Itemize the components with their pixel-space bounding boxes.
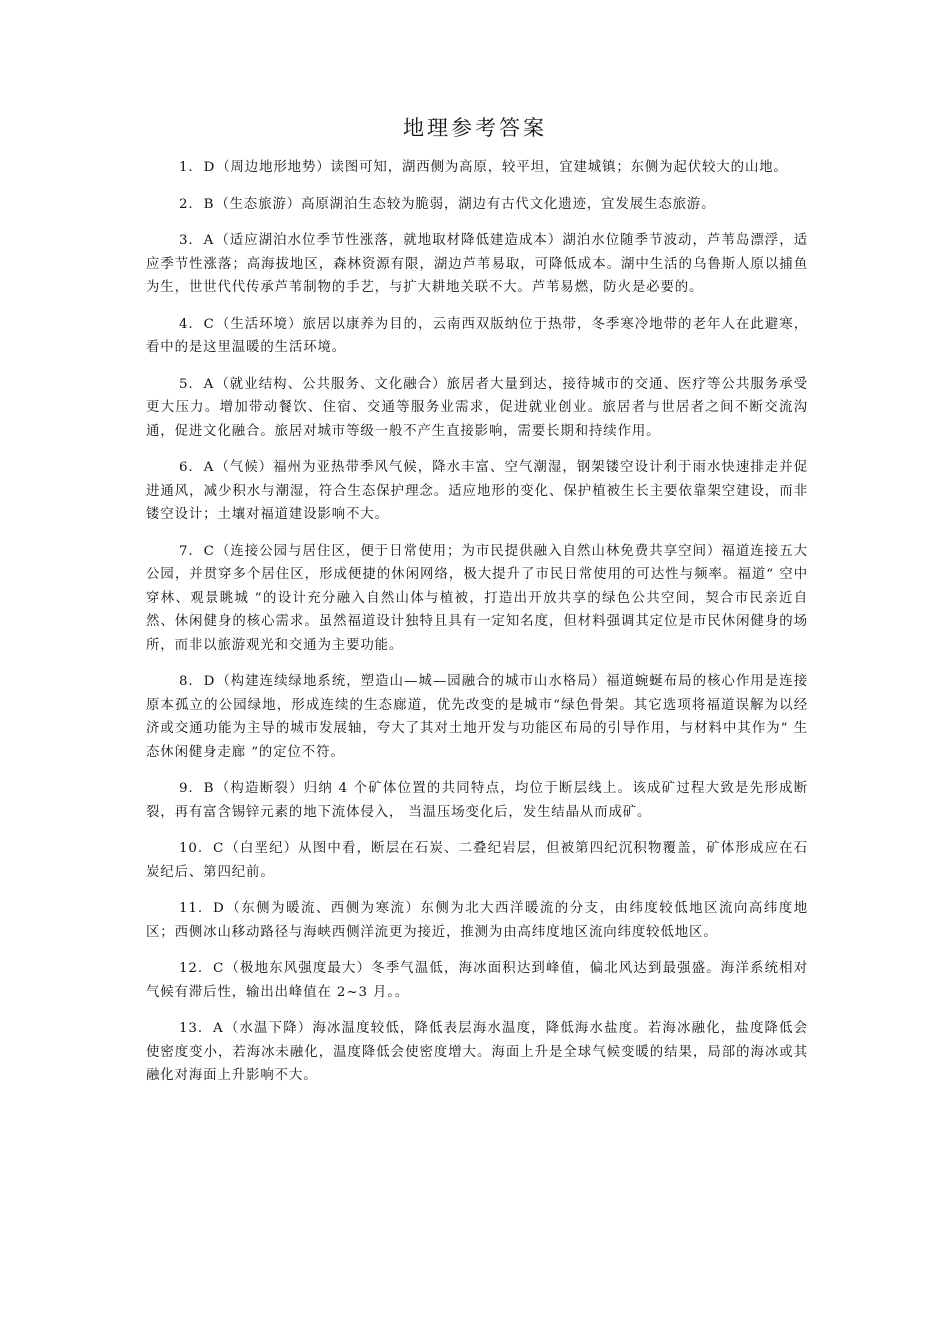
answer-explanation: （白垩纪）从图中看，断层在石炭、二叠纪岩层，但被第四纪沉积物覆盖，矿体形成应在石炭纪后、第四纪前。 bbox=[146, 841, 808, 880]
answer-number: 8. bbox=[179, 674, 194, 689]
answer-explanation: （生态旅游）高原湖泊生态较为脆弱，湖边有古代文化遗迹，宜发展生态旅游。 bbox=[215, 196, 716, 212]
answer-item-13 bbox=[146, 1017, 808, 1088]
answer-choice: D bbox=[213, 901, 225, 916]
answer-choice: C bbox=[203, 543, 215, 559]
answer-item-1 bbox=[146, 156, 808, 180]
answer-number: 11. bbox=[179, 901, 203, 916]
answer-choice: C bbox=[203, 316, 215, 332]
answer-item-11 bbox=[146, 897, 808, 944]
answer-choice: B bbox=[203, 196, 215, 212]
answer-explanation: （气候）福州为亚热带季风气候，降水丰富、空气潮湿，钢架镂空设计利于雨水快速排走并促进通风，减少积水与潮湿，符合生态保护理念。适应地形的变化、保护植被生长主要依靠架空建设，而非镂空设计；土壤对福道建设影响不大。 bbox=[146, 460, 808, 522]
answer-item-2 bbox=[146, 193, 808, 217]
answer-choice: A bbox=[213, 1021, 224, 1036]
answer-choice: C bbox=[213, 841, 225, 856]
answer-number: 12. bbox=[179, 961, 203, 976]
answer-choice: D bbox=[203, 674, 216, 689]
answer-item-9 bbox=[146, 777, 808, 824]
answer-explanation: （构建连续绿地系统，塑造山—城—园融合的城市山水格局）福道蜿蜒布局的核心作用是连接原本孤立的公园绿地，形成连续的生态廊道，优先改变的是城市“绿色骨架。其它选项将福道误解为以经济或交通功能为主导的城市发展轴，夸大了其对土地开发与功能区布局的引导作用，与材料中其作为“ 生态休闲健身走廊 ”的定位不符。 bbox=[146, 674, 808, 760]
answer-choice: C bbox=[213, 961, 225, 976]
answer-explanation: （连接公园与居住区，便于日常使用；为市民提供融入自然山林免费共享空间）福道连接五大公园，并贯穿多个居住区，形成便捷的休闲网络，极大提升了市民日常使用的可达性与频率。福道“ 空中穿林、观景眺城 ”的设计充分融入自然山体与植被，打造出开放共享的绿色公共空间，契合市民亲近自然、休闲健身的核心需求。虽然福道设计独特且具有一定知名度，但材料强调其定位是市民休闲健身的场所，而非以旅游观光和交通为主要功能。 bbox=[146, 543, 808, 653]
answer-number: 10. bbox=[179, 841, 203, 856]
answer-number: 7. bbox=[179, 543, 194, 559]
answer-number: 13. bbox=[179, 1021, 203, 1036]
answer-number: 1. bbox=[179, 160, 194, 175]
answer-explanation: （极地东风强度最大）冬季气温低，海冰面积达到峰值，偏北风达到最强盛。海洋系统相对气候有滞后性，输出出峰值在 2~3 月。。 bbox=[146, 961, 808, 1000]
page-title: 地理参考答案 bbox=[403, 116, 547, 140]
answer-explanation: （就业结构、公共服务、文化融合）旅居者大量到达，接待城市的交通、医疗等公共服务承受更大压力。增加带动餐饮、住宿、交通等服务业需求，促进就业创业。旅居者与世居者之间不断交流沟通，促进文化融合。旅居对城市等级一般不产生直接影响，需要长期和持续作用。 bbox=[146, 376, 808, 439]
answer-item-12 bbox=[146, 957, 808, 1004]
answer-item-3 bbox=[146, 229, 808, 300]
answer-number: 5. bbox=[179, 376, 194, 392]
answer-choice: B bbox=[203, 781, 215, 796]
answer-explanation: （构造断裂）归纳 4 个矿体位置的共同特点，均位于断层线上。该成矿过程大致是先形成断裂，再有富含锡锌元素的地下流体侵入， 当温压场变化后，发生结晶从而成矿。 bbox=[146, 781, 808, 820]
answer-explanation: （东侧为暖流、西侧为寒流）东侧为北大西洋暖流的分支，由纬度较低地区流向高纬度地区；西侧冰山移动路径与海峡西侧洋流更为接近，推测为由高纬度地区流向纬度较低地区。 bbox=[146, 901, 808, 940]
answer-number: 3. bbox=[179, 233, 194, 248]
answer-list bbox=[146, 156, 808, 1101]
answer-item-8 bbox=[146, 670, 808, 764]
answer-choice: A bbox=[203, 233, 215, 248]
answer-number: 6. bbox=[179, 460, 194, 475]
answer-choice: D bbox=[203, 160, 216, 175]
answer-item-7 bbox=[146, 540, 808, 658]
answer-explanation: （生活环境）旅居以康养为目的，云南西双版纳位于热带，冬季寒冷地带的老年人在此避寒，看中的是这里温暖的生活环境。 bbox=[146, 316, 808, 355]
answer-item-10 bbox=[146, 837, 808, 884]
answer-choice: A bbox=[203, 376, 215, 392]
answer-choice: A bbox=[203, 460, 215, 475]
answer-item-5 bbox=[146, 373, 808, 444]
answer-number: 9. bbox=[179, 781, 194, 796]
answer-number: 4. bbox=[179, 316, 194, 332]
answer-explanation: （周边地形地势）读图可知，湖西侧为高原，较平坦，宜建城镇；东侧为起伏较大的山地。 bbox=[216, 160, 788, 175]
answer-item-4 bbox=[146, 313, 808, 360]
answer-explanation: （适应湖泊水位季节性涨落，就地取材降低建造成本）湖泊水位随季节波动，芦苇岛漂浮，适应季节性涨落；高海拔地区，森林资源有限，湖边芦苇易取，可降低成本。湖中生活的乌鲁斯人原以捕鱼为生，世世代代传承芦苇制物的手艺，与扩大耕地关联不大。芦苇易燃，防火是必要的。 bbox=[146, 233, 808, 295]
answer-explanation: （水温下降）海冰温度较低，降低表层海水温度，降低海水盐度。若海冰融化，盐度降低会使密度变小，若海冰未融化，温度降低会使密度增大。海面上升是全球气候变暖的结果，局部的海冰或其融化对海面上升影响不大。 bbox=[146, 1021, 808, 1083]
answer-number: 2. bbox=[179, 196, 194, 212]
answer-item-6 bbox=[146, 456, 808, 527]
